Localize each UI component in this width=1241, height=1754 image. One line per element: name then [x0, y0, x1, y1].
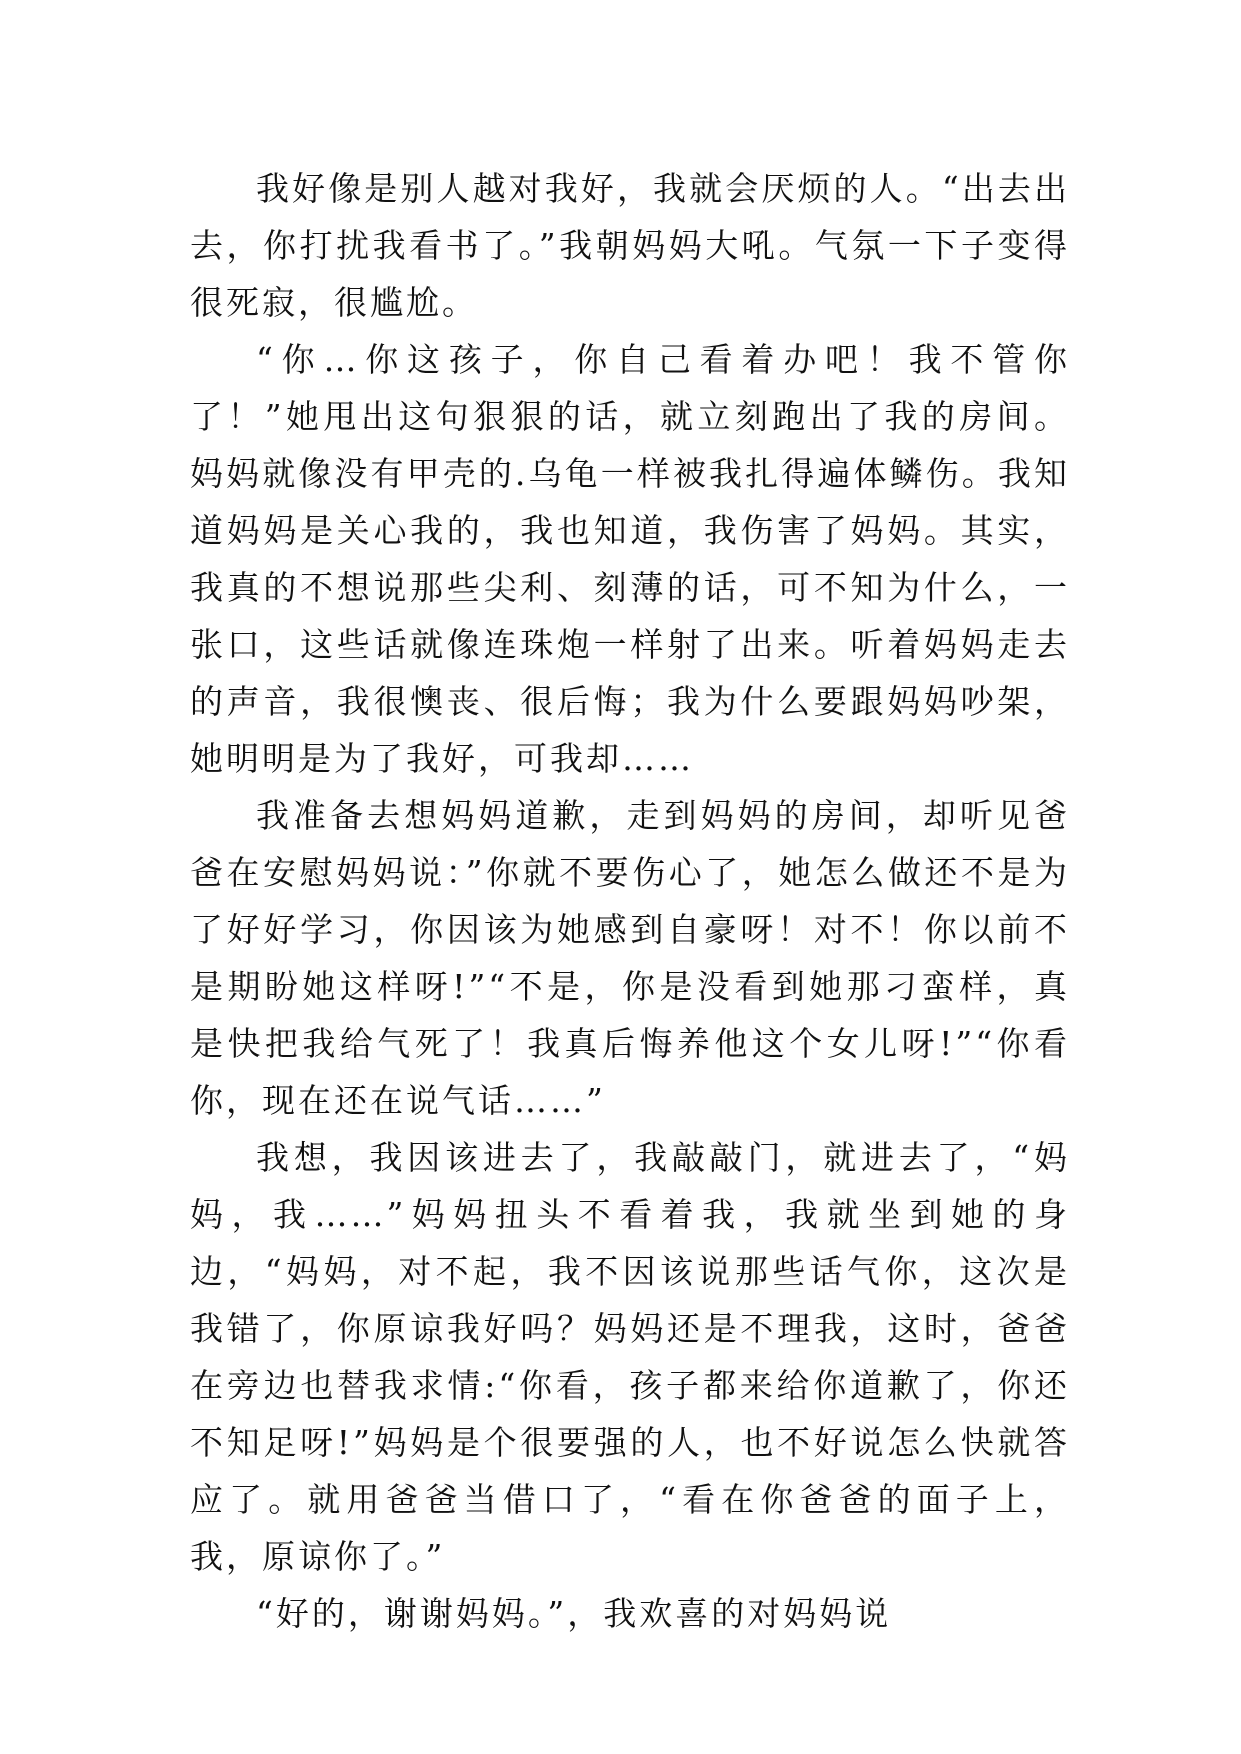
paragraph: 我想，我因该进去了，我敲敲门，就进去了，“妈妈，我……”妈妈扭头不看着我，我就坐到她的身边，“妈妈，对不起，我不因该说那些话气你，这次是我错了，你原谅我好吗？妈妈还是不理我，这时，爸爸在旁边也替我求情:“你看，孩子都来给你道歉了，你还不知足呀!”妈妈是个很要强的人，也不好说怎么快就答应了。就用爸爸当借口了，“看在你爸爸的面子上，我，原谅你了。”: [190, 1138, 1070, 1576]
paragraph: 我好像是别人越对我好，我就会厌烦的人。“出去出去，你打扰我看书了。”我朝妈妈大吼。气氛一下子变得很死寂，很尴尬。: [190, 169, 1070, 322]
paragraph: 我准备去想妈妈道歉，走到妈妈的房间，却听见爸爸在安慰妈妈说：”你就不要伤心了，她怎么做还不是为了好好学习，你因该为她感到自豪呀！对不！你以前不是期盼她这样呀!”“不是，你是没看到她那刁蛮样，真是快把我给气死了！我真后悔养他这个女儿呀!”“你看你，现在还在说气话……”: [190, 796, 1070, 1120]
document-body: [190, 160, 1070, 1642]
paragraph: “好的，谢谢妈妈。”，我欢喜的对妈妈说: [256, 1594, 892, 1633]
paragraph: “你…你这孩子，你自己看着办吧！我不管你了！”她甩出这句狠狠的话，就立刻跑出了我的房间。妈妈就像没有甲壳的.乌龟一样被我扎得遍体鳞伤。我知道妈妈是关心我的，我也知道，我伤害了妈妈。其实，我真的不想说那些尖利、刻薄的话，可不知为什么，一张口，这些话就像连珠炮一样射了出来。听着妈妈走去的声音，我很懊丧、很后悔；我为什么要跟妈妈吵架，她明明是为了我好，可我却……: [190, 340, 1070, 778]
